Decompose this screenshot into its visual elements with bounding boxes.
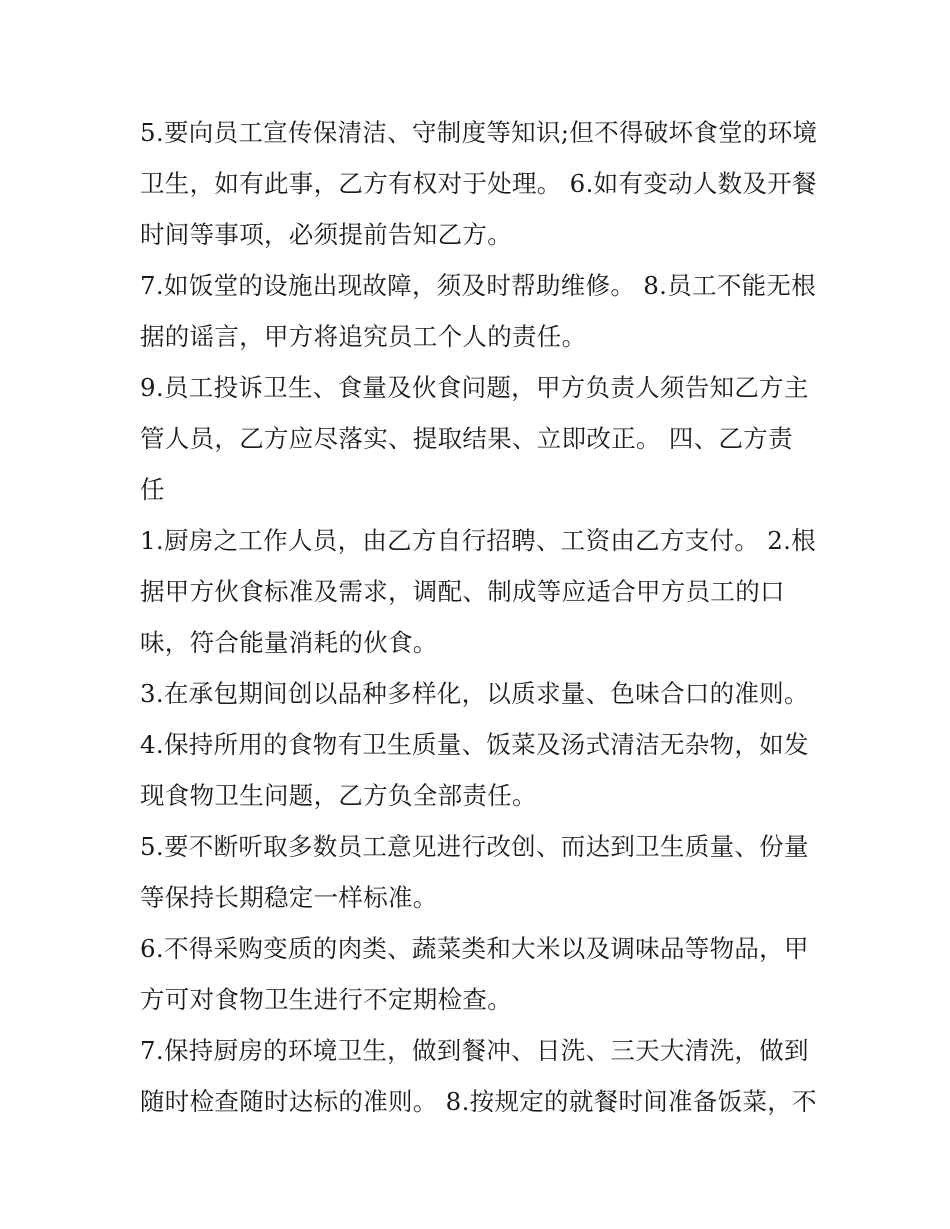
document-body	[140, 107, 818, 1127]
text-line: 4.保持所用的食物有卫生质量、饭菜及汤式清洁无杂物，如发	[140, 730, 809, 759]
text-line: 时间等事项，必须提前告知乙方。	[140, 220, 512, 249]
text-line: 现食物卫生问题，乙方负全部责任。	[140, 781, 537, 810]
text-line: 9.员工投诉卫生、食量及伙食问题，甲方负责人须告知乙方主	[140, 373, 809, 402]
text-line: 等保持长期稳定一样标准。	[140, 883, 438, 912]
text-line: 管人员，乙方应尽落实、提取结果、立即改正。 四、乙方责	[140, 424, 793, 453]
text-line: 5.要向员工宣传保清洁、守制度等知识;但不得破坏食堂的环境	[140, 118, 818, 147]
text-line: 6.不得采购变质的肉类、蔬菜类和大米以及调味品等物品，甲	[140, 934, 809, 963]
text-line: 据的谣言，甲方将追究员工个人的责任。	[140, 322, 587, 351]
text-line: 随时检查随时达标的准则。 8.按规定的就餐时间准备饭菜，不	[140, 1087, 817, 1116]
text-line: 7.保持厨房的环境卫生，做到餐冲、日洗、三天大清洗，做到	[140, 1036, 809, 1065]
text-line: 7.如饭堂的设施出现故障，须及时帮助维修。 8.员工不能无根	[140, 271, 817, 300]
text-line: 5.要不断听取多数员工意见进行改创、而达到卫生质量、份量	[140, 832, 809, 861]
text-line: 1.厨房之工作人员，由乙方自行招聘、工资由乙方支付。 2.根	[140, 526, 817, 555]
text-line: 任	[140, 475, 165, 504]
text-line: 方可对食物卫生进行不定期检查。	[140, 985, 512, 1014]
text-line: 卫生，如有此事，乙方有权对于处理。 6.如有变动人数及开餐	[140, 169, 817, 198]
text-line: 据甲方伙食标准及需求，调配、制成等应适合甲方员工的口	[140, 577, 785, 606]
text-line: 味，符合能量消耗的伙食。	[140, 628, 438, 657]
text-line: 3.在承包期间创以品种多样化，以质求量、色味合口的准则。	[140, 679, 809, 708]
